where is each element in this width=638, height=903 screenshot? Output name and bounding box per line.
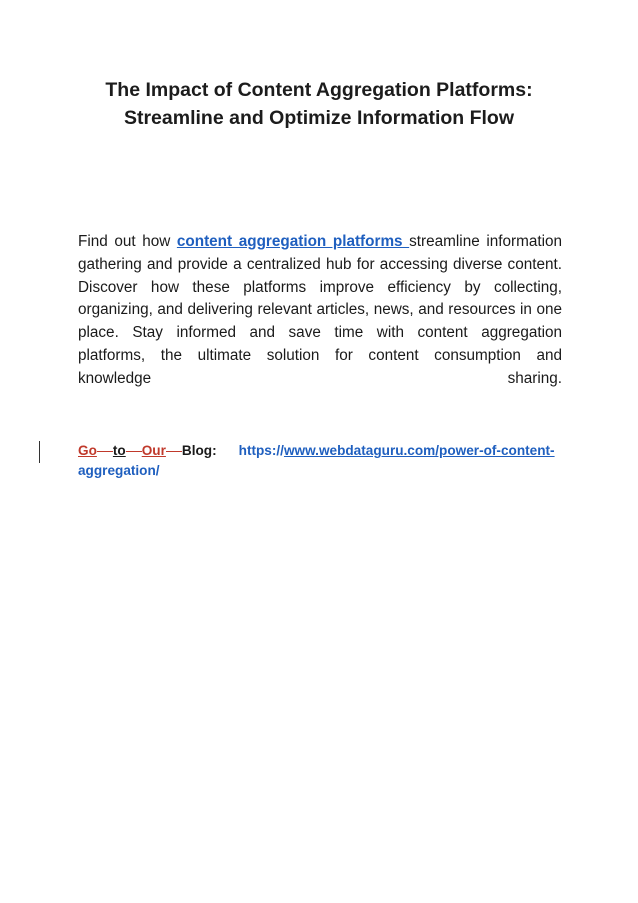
blog-go-word: Go [78, 443, 97, 458]
text-cursor-bar [39, 441, 40, 463]
document-title [60, 76, 578, 132]
paragraph-line-1 [78, 231, 562, 254]
paragraph-line-2: gathering and provide a centralized hub for accessing diverse content. [78, 255, 562, 273]
description-paragraph [78, 231, 562, 391]
paragraph-line-4: organizing, and delivering relevant articles, news, and resources in one [78, 301, 562, 319]
blog-url-main-link[interactable]: www.webdataguru.com/power-of-content- [283, 443, 555, 458]
paragraph-line-7 [78, 368, 562, 391]
blog-url-prefix-link[interactable]: https:// [238, 443, 284, 458]
underline-gap [166, 450, 182, 452]
blog-our-word: Our [141, 443, 166, 458]
blog-url-continuation-link[interactable]: aggregation/ [78, 463, 160, 478]
paragraph-lead-text: Find out how [78, 233, 177, 250]
paragraph-line-7-left: knowledge [78, 369, 152, 387]
paragraph-line-1-rest: streamline information [409, 233, 562, 250]
underline-gap [126, 450, 142, 452]
title-line-2: Streamline and Optimize Information Flow [123, 107, 515, 129]
paragraph-line-3: Discover how these platforms improve efficiency by collecting, [78, 278, 562, 296]
title-line-1: The Impact of Content Aggregation Platforms: [105, 79, 533, 101]
paragraph-line-6: platforms, the ultimate solution for content consumption and [78, 346, 562, 364]
blog-to-word: to [112, 443, 126, 458]
paragraph-line-7-right: sharing. [507, 369, 562, 387]
blog-link-row [78, 440, 562, 462]
blog-blog-word: Blog [181, 443, 213, 458]
content-aggregation-link[interactable]: content aggregation platforms [176, 233, 410, 250]
blog-colon: : [212, 443, 217, 458]
underline-gap [97, 450, 113, 452]
paragraph-line-5: place. Stay informed and save time with content aggregation [78, 324, 562, 342]
